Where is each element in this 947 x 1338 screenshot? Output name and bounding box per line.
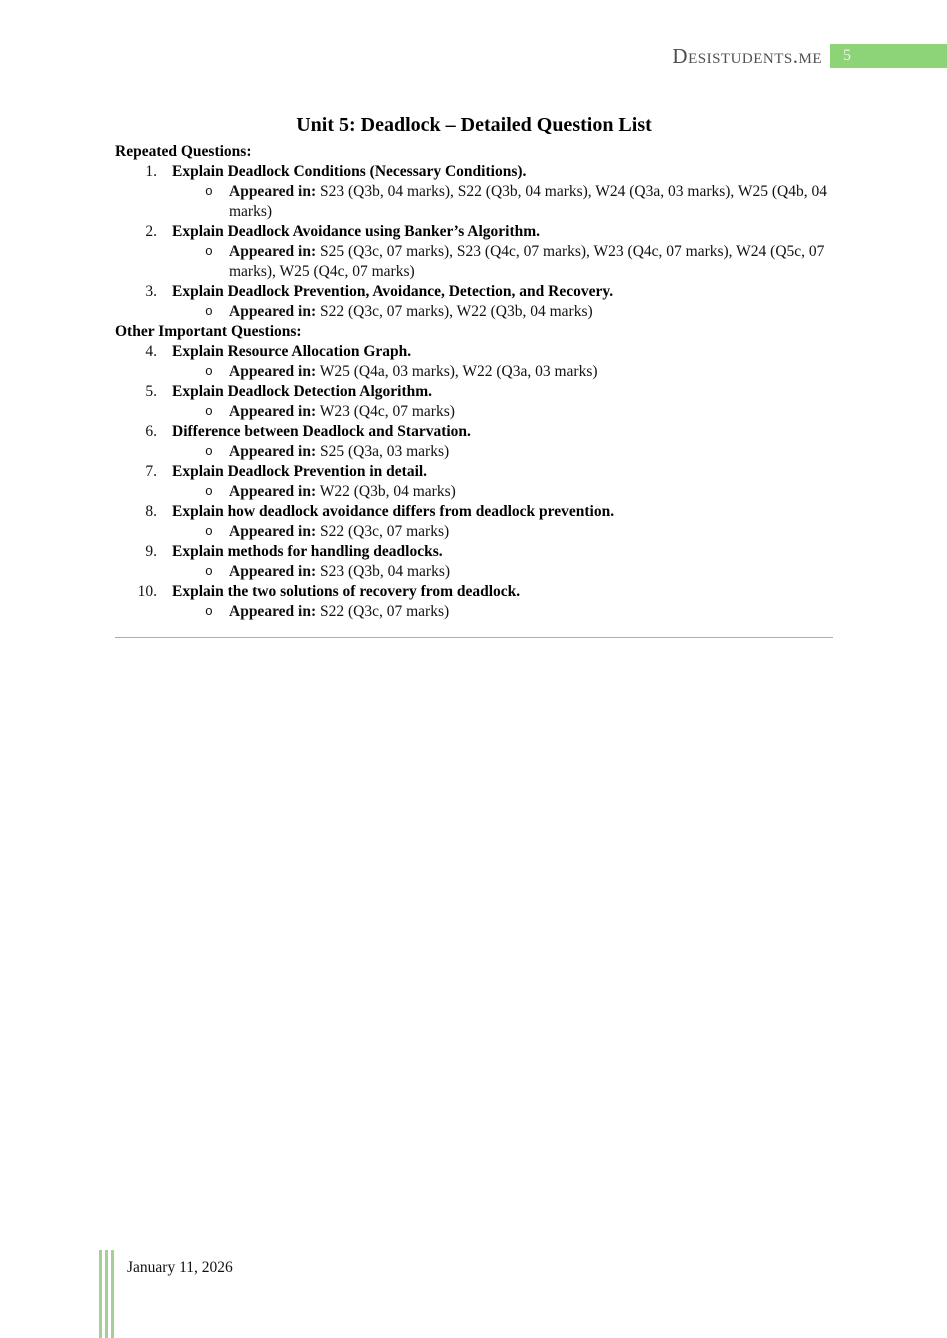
question-text: Explain the two solutions of recovery from deadlock. [172, 583, 521, 600]
section-repeated-questions [115, 142, 833, 322]
question-text: Explain Deadlock Detection Algorithm. [172, 383, 433, 400]
question-item [115, 422, 833, 462]
question-item [115, 382, 833, 422]
appeared-value: S23 (Q3b, 04 marks) [320, 563, 451, 580]
question-line [115, 582, 833, 602]
document-title: Unit 5: Deadlock – Detailed Question List [296, 114, 652, 136]
appeared-text [229, 562, 833, 582]
footer-green-bars-decoration [99, 1250, 117, 1338]
question-list-repeated [115, 162, 833, 322]
appeared-value: S25 (Q3a, 03 marks) [320, 443, 450, 460]
footer-date: January 11, 2026 [127, 1259, 233, 1276]
circle-bullet: o [205, 484, 213, 499]
green-bar [111, 1250, 114, 1338]
appeared-text [229, 362, 833, 382]
question-number: 2. [145, 223, 157, 240]
site-name: Desistudents.me [672, 44, 822, 68]
question-line [115, 222, 833, 242]
circle-bullet: o [205, 564, 213, 579]
appeared-line [205, 402, 833, 422]
appeared-label: Appeared in: [229, 243, 317, 260]
question-text: Explain Deadlock Prevention in detail. [172, 463, 428, 480]
page-number-badge [830, 44, 947, 68]
question-item [115, 542, 833, 582]
appeared-value: W23 (Q4c, 07 marks) [319, 403, 455, 420]
appeared-text [229, 522, 833, 542]
circle-bullet: o [205, 404, 213, 419]
appeared-text [229, 442, 833, 462]
section-other-important-questions [115, 322, 833, 622]
appeared-line [205, 442, 833, 462]
question-text: Explain Deadlock Prevention, Avoidance, Detection, and Recovery. [172, 283, 614, 300]
appeared-label: Appeared in: [229, 483, 317, 500]
question-line [115, 422, 833, 442]
appeared-line [205, 522, 833, 542]
appeared-label: Appeared in: [229, 563, 317, 580]
question-line [115, 462, 833, 482]
circle-bullet: o [205, 304, 213, 319]
appeared-value: S23 (Q3b, 04 marks), S22 (Q3b, 04 marks), W24 (Q3a, 03 marks), W25 (Q4b, 04 marks) [229, 183, 828, 220]
appeared-label: Appeared in: [229, 523, 317, 540]
appeared-label: Appeared in: [229, 363, 317, 380]
question-item [115, 582, 833, 622]
question-number: 10. [137, 583, 157, 600]
question-item [115, 342, 833, 382]
appeared-line [205, 362, 833, 382]
appeared-label: Appeared in: [229, 183, 317, 200]
page-number: 5 [843, 47, 851, 64]
question-item [115, 222, 833, 282]
circle-bullet: o [205, 444, 213, 459]
question-line [115, 382, 833, 402]
appeared-label: Appeared in: [229, 403, 317, 420]
appeared-value: S22 (Q3c, 07 marks), W22 (Q3b, 04 marks) [320, 303, 593, 320]
question-line [115, 282, 833, 302]
circle-bullet: o [205, 184, 213, 199]
horizontal-divider [115, 637, 833, 638]
circle-bullet: o [205, 604, 213, 619]
question-item [115, 502, 833, 542]
appeared-line [205, 242, 833, 282]
question-item [115, 462, 833, 502]
circle-bullet: o [205, 524, 213, 539]
appeared-line [205, 302, 833, 322]
green-bar [105, 1250, 108, 1338]
appeared-label: Appeared in: [229, 303, 317, 320]
circle-bullet: o [205, 244, 213, 259]
appeared-text [229, 182, 833, 222]
appeared-label: Appeared in: [229, 603, 317, 620]
question-text: Difference between Deadlock and Starvation. [172, 423, 471, 440]
appeared-text [229, 242, 833, 282]
appeared-line [205, 482, 833, 502]
appeared-value: W22 (Q3b, 04 marks) [319, 483, 456, 500]
question-list-other [115, 342, 833, 622]
appeared-line [205, 562, 833, 582]
question-number: 5. [145, 383, 157, 400]
question-number: 3. [145, 283, 157, 300]
appeared-value: S25 (Q3c, 07 marks), S23 (Q4c, 07 marks), W23 (Q4c, 07 marks), W24 (Q5c, 07 marks), W25 (Q4c, 07 marks) [229, 243, 825, 280]
appeared-text [229, 602, 833, 622]
appeared-value: S22 (Q3c, 07 marks) [320, 523, 450, 540]
question-number: 7. [145, 463, 157, 480]
page-footer [0, 1248, 947, 1338]
page-header [672, 44, 947, 68]
appeared-label: Appeared in: [229, 443, 317, 460]
question-item [115, 162, 833, 222]
green-bar [99, 1250, 102, 1338]
question-line [115, 342, 833, 362]
question-number: 6. [145, 423, 157, 440]
question-text: Explain Deadlock Avoidance using Banker’s Algorithm. [172, 223, 541, 240]
question-item [115, 282, 833, 322]
question-number: 4. [145, 343, 157, 360]
appeared-value: S22 (Q3c, 07 marks) [320, 603, 450, 620]
appeared-value: W25 (Q4a, 03 marks), W22 (Q3a, 03 marks) [319, 363, 598, 380]
appeared-text [229, 482, 833, 502]
question-text: Explain how deadlock avoidance differs from deadlock prevention. [172, 503, 615, 520]
question-number: 1. [145, 163, 157, 180]
circle-bullet: o [205, 364, 213, 379]
question-text: Explain Resource Allocation Graph. [172, 343, 412, 360]
section-heading-other: Other Important Questions: [115, 323, 302, 340]
appeared-text [229, 402, 833, 422]
question-line [115, 542, 833, 562]
document-body [115, 111, 833, 638]
question-number: 8. [145, 503, 157, 520]
question-line [115, 162, 833, 182]
question-text: Explain Deadlock Conditions (Necessary Conditions). [172, 163, 527, 180]
appeared-line [205, 182, 833, 222]
question-text: Explain methods for handling deadlocks. [172, 543, 443, 560]
appeared-line [205, 602, 833, 622]
section-heading-repeated: Repeated Questions: [115, 143, 252, 160]
appeared-text [229, 302, 833, 322]
question-line [115, 502, 833, 522]
question-number: 9. [145, 543, 157, 560]
